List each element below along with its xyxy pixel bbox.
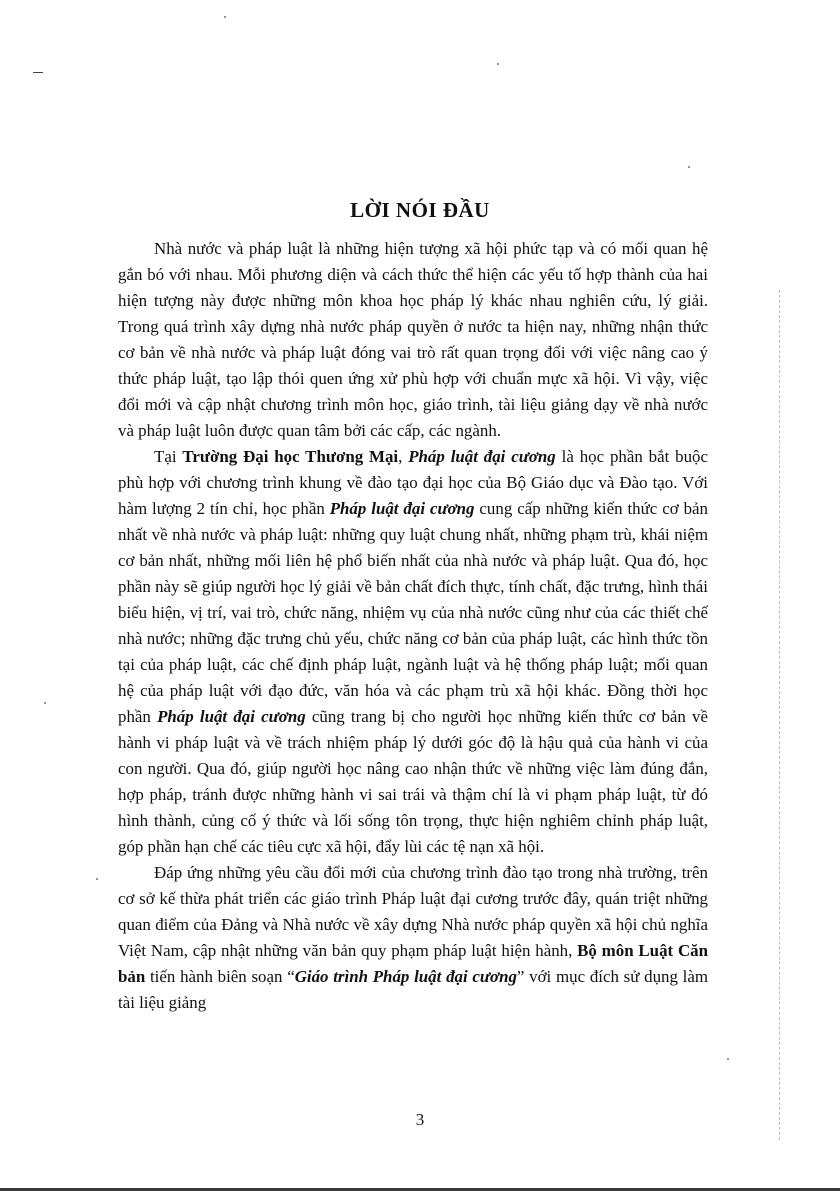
course-name: Pháp luật đại cương (408, 447, 556, 466)
paragraph-1: Nhà nước và pháp luật là những hiện tượng xã hội phức tạp và có mối quan hệ gắn bó với nhau. Mỗi phương diện và cách thức thể hiện các yếu tố hợp thành của hai hiện tượng này được những môn khoa học pháp lý khác nhau nghiên cứu, lý giải. Trong quá trình xây dựng nhà nước pháp quyền ở nước ta hiện nay, những nhận thức cơ bản về nhà nước và pháp luật đóng vai trò rất quan trọng đối với việc nâng cao ý thức pháp luật, tạo lập thói quen ứng xử phù hợp với chuẩn mực xã hội. Vì vậy, việc đổi mới và cập nhật chương trình môn học, giáo trình, tài liệu giảng dạy về nhà nước và pháp luật luôn được quan tâm bởi các cấp, các ngành. (118, 239, 708, 440)
scan-speck (497, 63, 499, 65)
paragraph-2-text: cung cấp những kiến thức cơ bản nhất về nhà nước và pháp luật: những quy luật chung nhất, những phạm trù, khái niệm cơ bản nhất, những mối liên hệ phổ biến nhất của nhà nước và pháp luật. Qua đó, học phần này sẽ giúp người học lý giải về bản chất đích thực, tính chất, đặc trưng, hình thái biểu hiện, vị trí, vai trò, chức năng, nhiệm vụ của nhà nước cũng như của các thiết chế nhà nước; những đặc trưng chủ yếu, chức năng cơ bản của pháp luật, các hình thức tồn tại của pháp luật, các chế định pháp luật, ngành luật và hệ thống pháp luật; mối quan hệ của pháp luật với đạo đức, văn hóa và các phạm trù xã hội khác. Đồng thời học phần (118, 499, 708, 726)
page-title: LỜI NÓI ĐẦU (350, 198, 490, 222)
document-body (118, 236, 708, 1016)
paragraph-3-text: tiến hành biên soạn “ (145, 967, 295, 986)
university-name: Trường Đại học Thương Mại (182, 447, 399, 466)
page-number: 3 (415, 1110, 425, 1129)
paragraph-3-text: ” với mục đích sử dụng làm tài liệu giảng (118, 967, 708, 1012)
paragraph-2-text: là học phần bắt buộc phù hợp với chương trình khung về đào tạo đại học của Bộ Giáo dục và Đào tạo. Với hàm lượng 2 tín chỉ, học phần (118, 447, 708, 518)
scan-mark-left (33, 72, 43, 73)
book-title: Giáo trình Pháp luật đại cương (294, 967, 517, 986)
scan-edge-line (779, 290, 781, 1140)
paragraph-2-text: cũng trang bị cho người học những kiến thức cơ bản về hành vi pháp luật và về trách nhiệm pháp lý dưới góc độ là hậu quả của hành vi của con người. Qua đó, giúp người học nâng cao nhận thức về những việc làm đúng đắn, hợp pháp, tránh được những hành vi sai trái và thậm chí là vi phạm pháp luật, từ đó hình thành, củng cố ý thức và lối sống tôn trọng, thực hiện nghiêm chỉnh pháp luật, góp phần hạn chế các tiêu cực xã hội, đẩy lùi các tệ nạn xã hội. (118, 707, 708, 856)
scan-speck (688, 166, 690, 168)
paragraph-3-text: Đáp ứng những yêu cầu đổi mới của chương trình đào tạo trong nhà trường, trên cơ sở kế thừa phát triển các giáo trình Pháp luật đại cương trước đây, quán triệt những quan điểm của Đảng và Nhà nước về xây dựng Nhà nước pháp quyền xã hội chủ nghĩa Việt Nam, cập nhật những văn bản quy phạm pháp luật hiện hành, (118, 863, 708, 960)
scan-speck (224, 16, 226, 18)
paragraph-2-text: Tại (154, 447, 183, 466)
paragraph-3 (118, 860, 708, 1016)
department-name: Bộ môn Luật Căn bản (118, 941, 708, 986)
paragraph-2 (118, 444, 708, 860)
scan-speck (727, 1058, 729, 1060)
course-name: Pháp luật đại cương (329, 499, 475, 518)
scan-speck (44, 702, 46, 704)
scan-speck (96, 878, 98, 880)
course-name: Pháp luật đại cương (157, 707, 306, 726)
paragraph-2-text: , (398, 447, 409, 466)
